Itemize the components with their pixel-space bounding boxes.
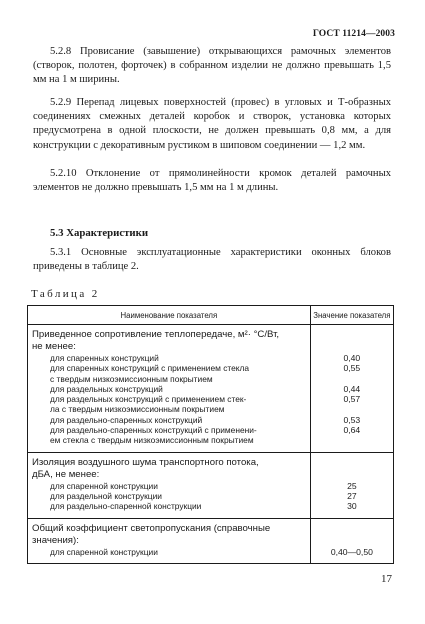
paragraph-5-3-1: 5.3.1 Основные эксплуатационные характеристики оконных блоков приведены в таблице 2. — [33, 247, 391, 273]
row-label: для спаренных конструкций с применением стекла — [50, 363, 250, 374]
row-label: для раздельных конструкций — [50, 383, 163, 394]
row-label: для спаренной конструкции — [50, 546, 158, 557]
row-label: с твердым низкоэмиссионным покрытием — [50, 373, 213, 384]
group-title: Общий коэффициент светопропускания (справочные — [32, 522, 271, 534]
header-value: Значение показателя — [310, 306, 393, 325]
table-caption: Таблица 2 — [31, 288, 100, 300]
row-value: 0,44 — [343, 383, 361, 394]
row-value: 0,64 — [343, 425, 361, 436]
paragraph-5-2-9: 5.2.9 Перепад лицевых поверхностей (провес) в угловых и Т-образных соединениях смежных деталей коробок и створок, установка которых предусмотрена в одной плоскости, не должен превышать 0,8 мм, а для конструкции с декоративным рустиком в шиповом соединении — 1,2 мм. — [33, 97, 391, 151]
row-label: для раздельной конструкции — [50, 490, 162, 501]
table-row — [28, 518, 394, 563]
group-title: Приведенное сопротивление теплопередаче, м²· °С/Вт, — [32, 329, 280, 340]
row-value: 25 — [347, 480, 357, 491]
row-label: для раздельно-спаренной конструкции — [50, 501, 202, 512]
group-title: значения): — [32, 534, 79, 546]
row-label: для раздельно-спаренных конструкций — [50, 414, 203, 425]
header-name: Наименование показателя — [28, 306, 311, 325]
group-title: не менее: — [32, 341, 76, 352]
table-row — [28, 452, 394, 518]
row-label: для спаренных конструкций — [50, 353, 159, 363]
row-label: ла с твердым низкоэмиссионным покрытием — [50, 404, 225, 415]
row-value: 27 — [347, 490, 357, 501]
row-value: 0,55 — [343, 363, 361, 374]
row-label: для спаренной конструкции — [50, 480, 158, 491]
row-value: 0,40 — [343, 353, 361, 363]
page-number: 17 — [381, 573, 392, 585]
group-title: Изоляция воздушного шума транспортного потока, — [32, 456, 259, 468]
group-title: дБА, не менее: — [32, 468, 100, 480]
row-value: 0,40—0,50 — [330, 546, 373, 557]
table-row — [28, 325, 394, 453]
row-label: для раздельных конструкций с применением стек- — [50, 394, 247, 405]
row-label: ем стекла с твердым низкоэмиссионным покрытием — [50, 435, 254, 446]
row-value: 0,57 — [343, 394, 361, 405]
paragraph-5-2-8: 5.2.8 Провисание (завышение) открывающихся рамочных элементов (створок, полотен, форточек) в собранном изделии не должно превышать 1,5 мм на 1 м ширины. — [33, 46, 391, 86]
table-header-row — [28, 306, 394, 325]
section-heading: 5.3 Характеристики — [50, 227, 149, 239]
row-value: 0,53 — [343, 414, 361, 425]
row-value: 30 — [347, 501, 357, 512]
row-label: для раздельно-спаренных конструкций с применени- — [50, 425, 257, 436]
document-header: ГОСТ 11214—2003 — [312, 29, 395, 39]
characteristics-table — [27, 305, 394, 564]
paragraph-5-2-10: 5.2.10 Отклонение от прямолинейности кромок деталей рамочных элементов не должно превышать 1,5 мм на 1 м длины. — [33, 168, 391, 194]
